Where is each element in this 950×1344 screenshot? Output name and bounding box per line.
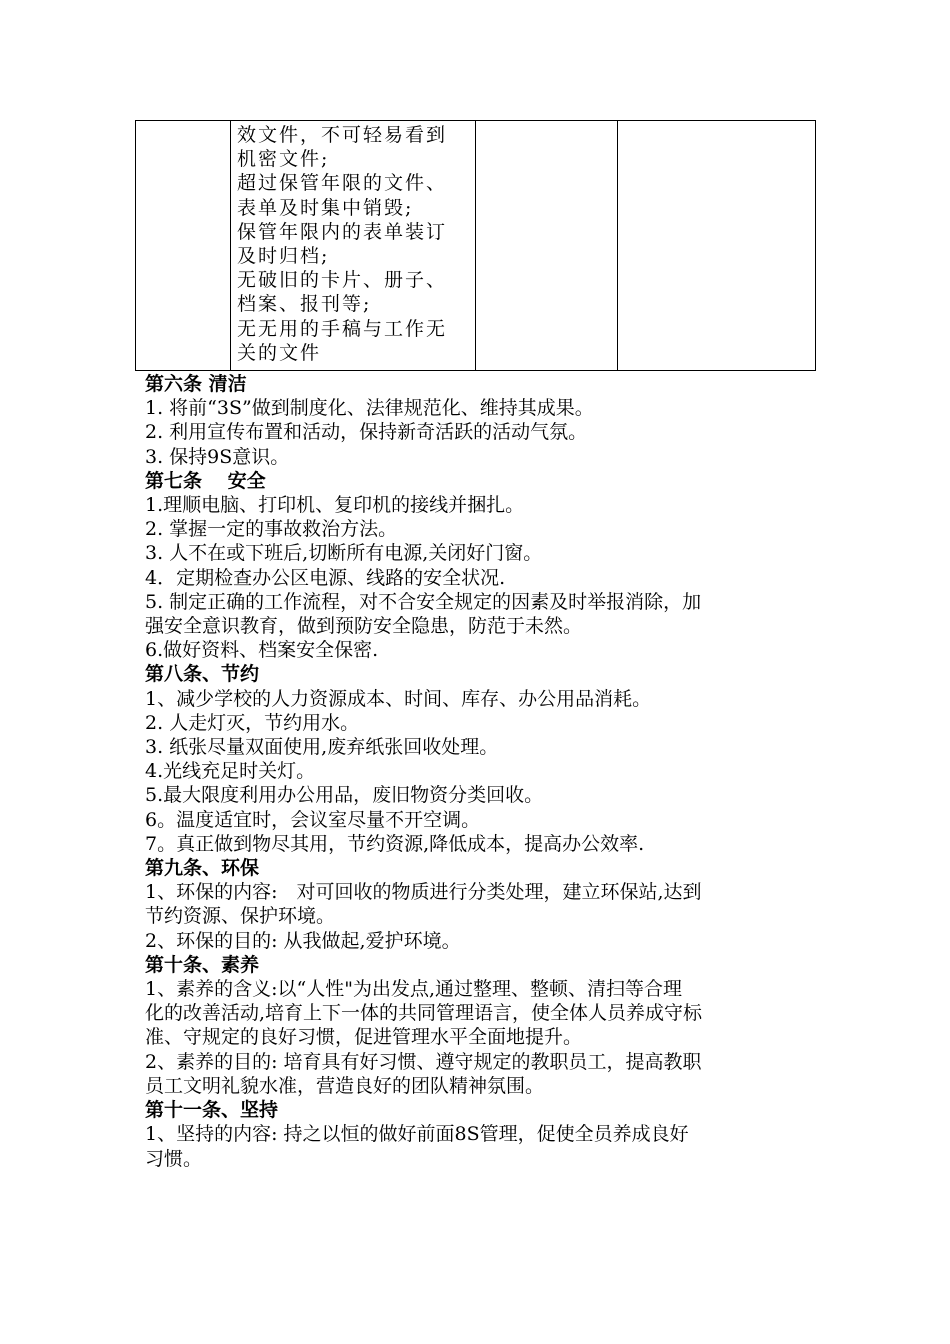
section-heading: 第十条、素养 [145,953,260,976]
section-heading: 第九条、环保 [145,857,260,880]
table-line: 档案、报刊等; [237,293,372,316]
section-line: 4.光线充足时关灯。 [145,760,316,783]
table-line: 超过保管年限的文件、 [237,172,448,195]
section-line: 5. 制定正确的工作流程，对不合安全规定的因素及时举报消除，加 [145,590,702,613]
section-6 [145,372,815,469]
section-heading: 第十一条、坚持 [145,1099,279,1122]
section-line: 5.最大限度利用办公用品，废旧物资分类回收。 [145,784,544,807]
section-7 [145,469,815,663]
table-line: 表单及时集中销毁; [237,196,414,219]
table-cell-4 [618,121,815,370]
section-line: 2、环保的目的: 从我做起,爱护环境。 [145,929,461,952]
table-line: 保管年限内的表单装订 [237,220,448,243]
section-line: 员工文明礼貌水准，营造良好的团队精神氛围。 [145,1074,545,1097]
section-line: 1、素养的含义:以“人性"为出发点,通过整理、整顿、清扫等合理 [145,978,682,1001]
section-heading: 第六条 清洁 [145,373,247,395]
section-line: 习惯。 [145,1147,203,1170]
section-10 [145,953,815,1098]
table-fragment [135,120,816,371]
table-line: 效文件，不可轻易看到 [237,124,448,146]
section-line: 7。真正做到物尽其用，节约资源,降低成本，提高办公效率. [145,832,645,855]
section-line: 3. 保持9S意识。 [145,445,290,468]
table-line: 机密文件; [237,148,330,171]
section-line: 1、坚持的内容: 持之以恒的做好前面8S管理，促使全员养成良好 [145,1123,689,1146]
section-line: 4．定期检查办公区电源、线路的安全状况. [145,566,506,589]
section-line: 2、素养的目的: 培育具有好习惯、遵守规定的教职员工，提高教职 [145,1050,702,1073]
section-heading: 第七条 安全 [145,469,266,492]
table-cell-2 [231,121,476,370]
section-line: 3. 人不在或下班后,切断所有电源,关闭好门窗。 [145,542,543,565]
section-line: 1. 将前“3S”做到制度化、法律规范化、维持其成果。 [145,397,594,420]
table-line: 无无用的手稿与工作无 [237,317,448,340]
table-cell-1 [136,121,231,370]
section-line: 6.做好资料、档案安全保密. [145,639,379,662]
table-line: 关的文件 [237,341,322,364]
section-line: 1、环保的内容: 对可回收的物质进行分类处理，建立环保站,达到 [145,881,702,904]
table-line: 无破旧的卡片、册子、 [237,269,448,292]
table-line: 及时归档; [237,245,330,268]
section-line: 节约资源、保护环境。 [145,905,336,928]
section-line: 2. 人走灯灭，节约用水。 [145,711,360,734]
section-line: 1.理顺电脑、打印机、复印机的接线并捆扎。 [145,494,525,517]
document-body [145,372,815,1171]
table-cell-3 [476,121,618,370]
section-11 [145,1098,815,1171]
section-9 [145,856,815,953]
section-line: 3. 纸张尽量双面使用,废弃纸张回收处理。 [145,736,499,759]
section-line: 2. 利用宣传布置和活动，保持新奇活跃的活动气氛。 [145,421,588,444]
section-line: 准、守规定的良好习惯，促进管理水平全面地提升。 [145,1026,583,1049]
section-8 [145,662,815,856]
section-line: 1、减少学校的人力资源成本、时间、库存、办公用品消耗。 [145,687,652,710]
section-line: 强安全意识教育，做到预防安全隐患，防范于未然。 [145,615,583,638]
section-line: 化的改善活动,培育上下一体的共同管理语言，使全体人员养成守标 [145,1002,703,1025]
section-line: 2. 掌握一定的事故救治方法。 [145,518,398,541]
section-heading: 第八条、节约 [145,663,260,686]
section-line: 6。温度适宜时，会议室尽量不开空调。 [145,808,481,831]
